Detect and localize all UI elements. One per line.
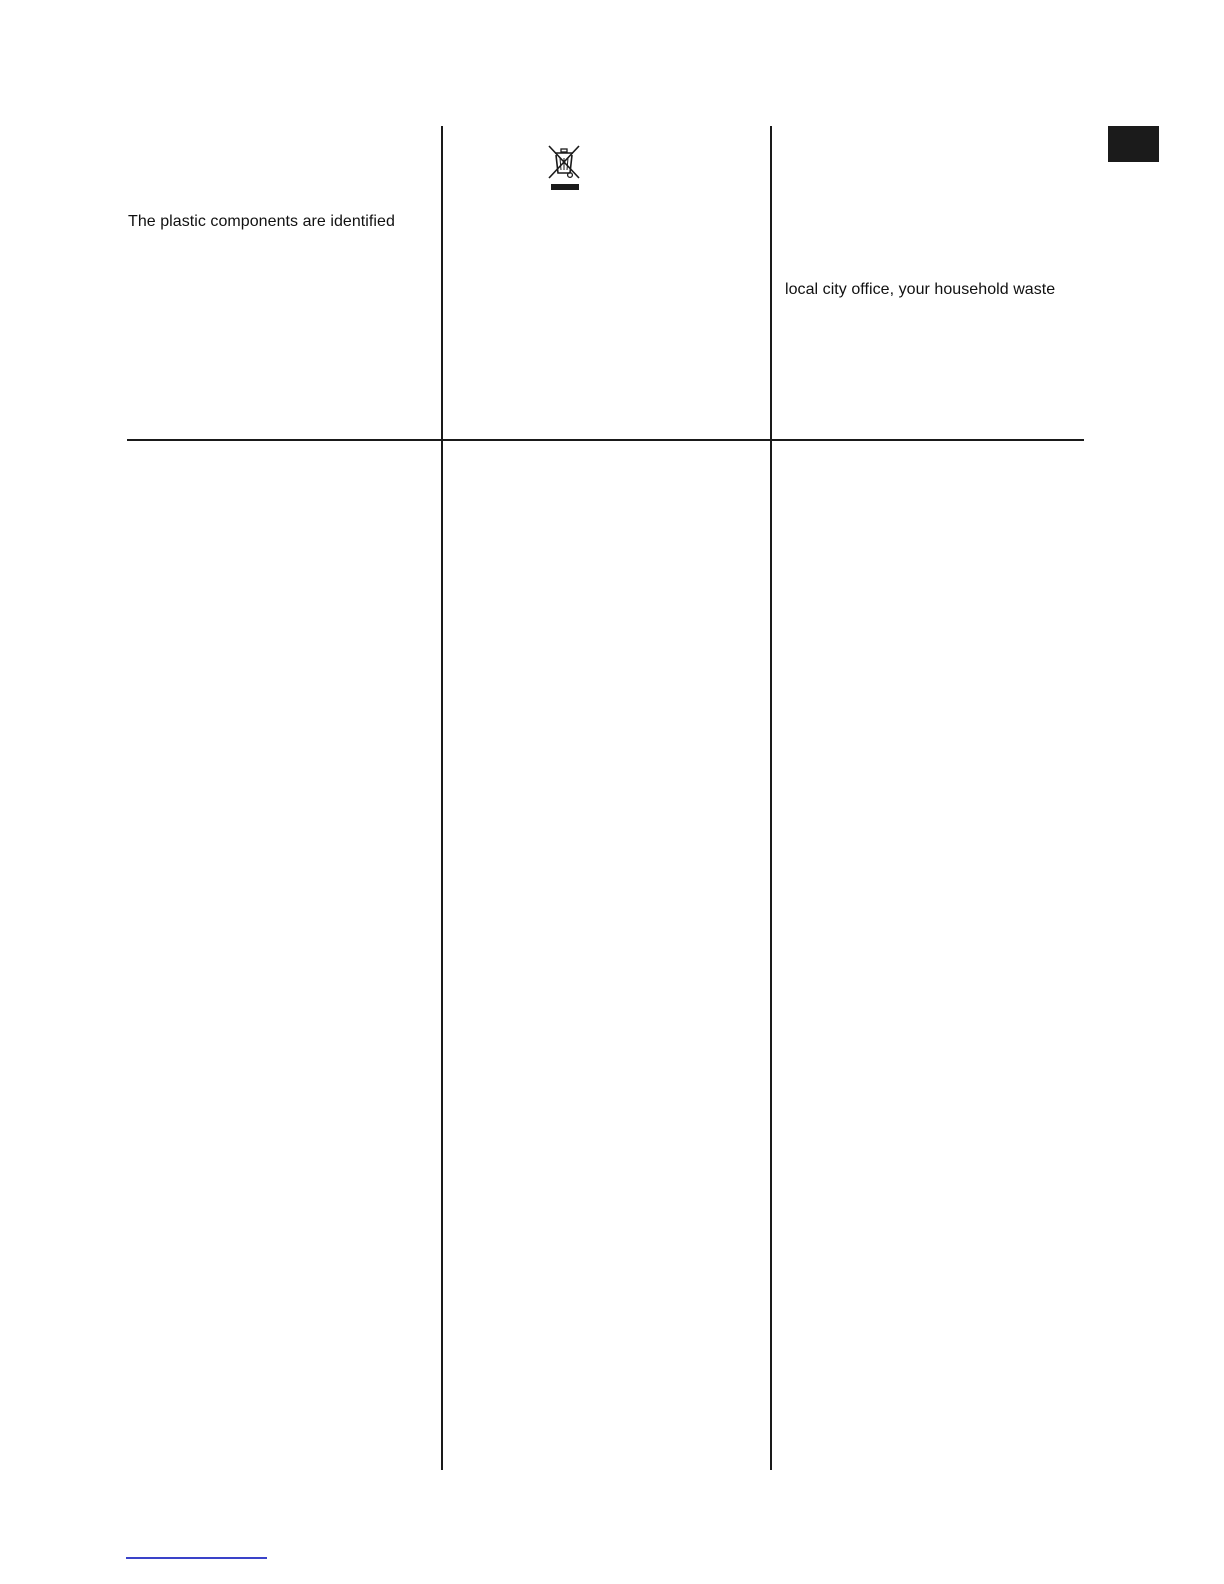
language-tab-marker (1108, 126, 1159, 162)
column-divider-right (770, 126, 772, 1470)
right-column-text: local city office, your household waste (785, 281, 1056, 298)
left-column-text: The plastic components are identified (128, 213, 395, 230)
crossed-out-wheelie-bin-icon (546, 143, 584, 193)
column-divider-left (441, 126, 443, 1470)
footer-link-underline[interactable] (126, 1557, 267, 1559)
section-divider (127, 439, 1084, 441)
